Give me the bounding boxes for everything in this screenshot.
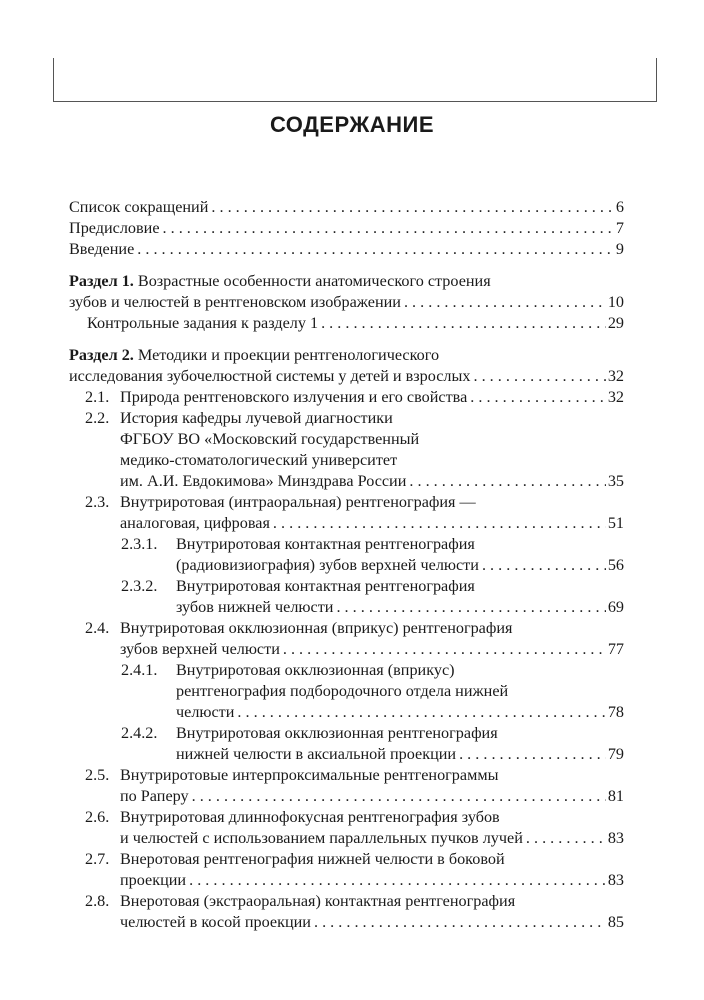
entry-number: 2.4. xyxy=(85,619,110,637)
entry-text: Внутриротовая (интраоральная) рентгенография — xyxy=(120,493,476,511)
entry-text: аналоговая, цифровая xyxy=(120,514,270,532)
dot-leader xyxy=(211,197,614,218)
entry-number: 2.6. xyxy=(85,808,110,826)
toc-entry[interactable] xyxy=(69,618,624,660)
dot-leader xyxy=(321,313,606,334)
toc-entry[interactable] xyxy=(69,313,624,334)
page-number: 35 xyxy=(607,472,624,490)
entry-number: 2.7. xyxy=(85,850,110,868)
dot-leader xyxy=(409,471,605,492)
entry-text: Внутриротовая окклюзионная рентгенография xyxy=(176,724,498,742)
page-number: 51 xyxy=(607,514,624,532)
page-number: 29 xyxy=(607,314,624,332)
entry-number: 2.3.2. xyxy=(121,577,158,595)
page-number: 69 xyxy=(607,598,624,616)
page-number: 56 xyxy=(607,556,624,574)
page-number: 7 xyxy=(615,219,624,237)
entry-text: Внутриротовая контактная рентгенография xyxy=(176,577,475,595)
dot-leader xyxy=(189,870,606,891)
entry-text: Природа рентгеновского излучения и его свойства xyxy=(120,388,468,406)
page-number: 85 xyxy=(607,913,624,931)
dot-leader xyxy=(273,513,606,534)
entry-text: (радиовизиография) зубов верхней челюсти xyxy=(176,556,479,574)
entry-text: зубов верхней челюсти xyxy=(120,640,280,658)
toc-section-entry[interactable] xyxy=(69,345,624,387)
dot-leader xyxy=(526,828,606,849)
entry-text: и челюстей с использованием параллельных пучков лучей xyxy=(120,829,523,847)
entry-text: Контрольные задания к разделу 1 xyxy=(87,314,319,332)
toc-entry[interactable] xyxy=(69,218,624,239)
entry-text: проекции xyxy=(120,871,187,889)
dot-leader xyxy=(192,786,606,807)
entry-text: Внутриротовые интерпроксимальные рентгенограммы xyxy=(120,766,499,784)
toc-entry[interactable] xyxy=(69,765,624,807)
dot-leader xyxy=(163,218,614,239)
toc-entry[interactable] xyxy=(69,197,624,218)
toc-subentry[interactable] xyxy=(69,723,624,765)
toc-section-entry[interactable] xyxy=(69,271,624,313)
dot-leader xyxy=(237,702,605,723)
entry-number: 2.5. xyxy=(85,766,110,784)
entry-number: 2.3. xyxy=(85,493,110,511)
dot-leader xyxy=(473,366,605,387)
entry-text: им. А.И. Евдокимова» Минздрава России xyxy=(120,472,407,490)
page-number: 10 xyxy=(607,293,624,311)
entry-text: История кафедры лучевой диагностики xyxy=(120,409,393,427)
dot-leader xyxy=(336,597,605,618)
dot-leader xyxy=(314,912,606,933)
entry-text: Внутриротовая окклюзионная (вприкус) xyxy=(176,661,455,679)
page-number: 81 xyxy=(607,787,624,805)
page-title: СОДЕРЖАНИЕ xyxy=(269,112,435,137)
entry-number: 2.4.2. xyxy=(121,724,158,742)
toc-subentry[interactable] xyxy=(69,660,624,723)
toc-entry[interactable] xyxy=(69,849,624,891)
page-number: 83 xyxy=(607,829,624,847)
entry-number: 2.1. xyxy=(85,388,110,406)
entry-number: 2.3.1. xyxy=(121,535,158,553)
dot-leader xyxy=(137,239,614,260)
entry-text: Внутриротовая длиннофокусная рентгенография зубов xyxy=(120,808,500,826)
entry-text: зубов нижней челюсти xyxy=(176,598,334,616)
entry-text: зубов и челюстей в рентгеновском изображении xyxy=(69,293,401,311)
entry-text: исследования зубочелюстной системы у детей и взрослых xyxy=(69,367,471,385)
entry-text: Внеротовая (экстраоральная) контактная рентгенография xyxy=(120,892,516,910)
entry-text: по Раперу xyxy=(120,787,189,805)
entry-text: Список сокращений xyxy=(69,198,209,216)
section-number: Раздел 2. xyxy=(69,346,134,364)
table-of-contents xyxy=(69,197,624,933)
entry-text: Внутриротовая окклюзионная (вприкус) рентгенография xyxy=(120,619,513,637)
toc-entry[interactable] xyxy=(69,408,624,492)
header-frame xyxy=(53,58,657,102)
page-number: 83 xyxy=(607,871,624,889)
entry-number: 2.4.1. xyxy=(121,661,158,679)
page-number: 32 xyxy=(607,367,624,385)
entry-text: рентгенография подбородочного отдела нижней xyxy=(176,682,509,700)
page-number: 32 xyxy=(607,388,624,406)
dot-leader xyxy=(404,292,606,313)
entry-text: челюстей в косой проекции xyxy=(120,913,311,931)
entry-text: Предисловие xyxy=(69,219,160,237)
entry-text: Методики и проекции рентгенологического xyxy=(133,346,440,364)
toc-entry[interactable] xyxy=(69,387,624,408)
entry-text: челюсти xyxy=(176,703,235,721)
toc-entry[interactable] xyxy=(69,891,624,933)
page-number: 9 xyxy=(615,240,624,258)
entry-text: Введение xyxy=(69,240,135,258)
page-number: 79 xyxy=(607,745,624,763)
entry-text: Возрастные особенности анатомического строения xyxy=(133,272,491,290)
dot-leader xyxy=(470,387,606,408)
entry-text: Внеротовая рентгенография нижней челюсти в боковой xyxy=(120,850,505,868)
toc-entry[interactable] xyxy=(69,807,624,849)
toc-subentry[interactable] xyxy=(69,576,624,618)
page-number: 6 xyxy=(615,198,624,216)
entry-number: 2.2. xyxy=(85,409,110,427)
dot-leader xyxy=(283,639,606,660)
entry-text: ФГБОУ ВО «Московский государственный xyxy=(120,430,420,448)
toc-entry[interactable] xyxy=(69,239,624,260)
dot-leader xyxy=(482,555,606,576)
page-number: 78 xyxy=(607,703,624,721)
section-number: Раздел 1. xyxy=(69,272,134,290)
entry-text: Внутриротовая контактная рентгенография xyxy=(176,535,475,553)
toc-subentry[interactable] xyxy=(69,534,624,576)
dot-leader xyxy=(459,744,606,765)
page-number: 77 xyxy=(607,640,624,658)
entry-number: 2.8. xyxy=(85,892,110,910)
toc-entry[interactable] xyxy=(69,492,624,534)
entry-text: медико-стоматологический университет xyxy=(120,451,398,469)
entry-text: нижней челюсти в аксиальной проекции xyxy=(176,745,457,763)
